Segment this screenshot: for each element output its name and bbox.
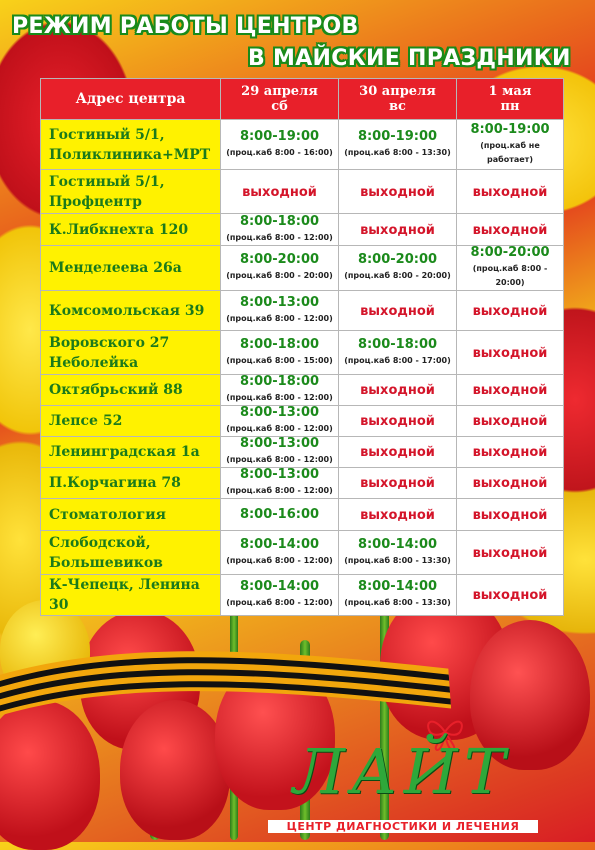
address-cell: Лепсе 52 bbox=[41, 406, 221, 437]
table-row bbox=[41, 375, 564, 406]
page-title-line2: В МАЙСКИЕ ПРАЗДНИКИ bbox=[248, 46, 571, 71]
table-row bbox=[41, 437, 564, 468]
header-day3: 1 мая пн bbox=[457, 79, 564, 120]
day1-cell: 8:00-13:00 (проц.каб 8:00 - 12:00) bbox=[221, 437, 339, 468]
day3-cell: выходной bbox=[457, 214, 564, 246]
day2-cell: выходной bbox=[339, 214, 457, 246]
address-cell: Менделеева 26а bbox=[41, 246, 221, 291]
address-cell: К.Либкнехта 120 bbox=[41, 214, 221, 246]
table-row bbox=[41, 531, 564, 575]
day1-cell: выходной bbox=[221, 170, 339, 214]
table-row bbox=[41, 499, 564, 531]
page-title-line1: РЕЖИМ РАБОТЫ ЦЕНТРОВ bbox=[12, 14, 359, 39]
table-row bbox=[41, 291, 564, 331]
table-row bbox=[41, 331, 564, 375]
logo-tagline: ЦЕНТР ДИАГНОСТИКИ И ЛЕЧЕНИЯ bbox=[268, 820, 538, 833]
day2-cell: 8:00-20:00 (проц.каб 8:00 - 20:00) bbox=[339, 246, 457, 291]
address-cell: Гостиный 5/1, Профцентр bbox=[41, 170, 221, 214]
header-address: Адрес центра bbox=[41, 79, 221, 120]
day3-cell: 8:00-20:00 (проц.каб 8:00 - 20:00) bbox=[457, 246, 564, 291]
day2-cell: 8:00-14:00 (проц.каб 8:00 - 13:30) bbox=[339, 531, 457, 575]
header-day2: 30 апреля вс bbox=[339, 79, 457, 120]
day1-cell: 8:00-14:00 (проц.каб 8:00 - 12:00) bbox=[221, 531, 339, 575]
day3-cell: выходной bbox=[457, 531, 564, 575]
day2-cell: выходной bbox=[339, 437, 457, 468]
day2-cell: 8:00-14:00 (проц.каб 8:00 - 13:30) bbox=[339, 575, 457, 616]
address-cell: Ленинградская 1а bbox=[41, 437, 221, 468]
table-row bbox=[41, 406, 564, 437]
table-row bbox=[41, 214, 564, 246]
address-cell: Стоматология bbox=[41, 499, 221, 531]
day1-cell: 8:00-13:00 (проц.каб 8:00 - 12:00) bbox=[221, 468, 339, 499]
address-cell: Воровского 27 Неболейка bbox=[41, 331, 221, 375]
address-cell: К-Чепецк, Ленина 30 bbox=[41, 575, 221, 616]
day3-cell: выходной bbox=[457, 406, 564, 437]
day3-cell: выходной bbox=[457, 331, 564, 375]
day3-cell: выходной bbox=[457, 291, 564, 331]
day3-cell: выходной bbox=[457, 468, 564, 499]
address-cell: Гостиный 5/1, Поликлиника+МРТ bbox=[41, 120, 221, 170]
day1-cell: 8:00-18:00 (проц.каб 8:00 - 12:00) bbox=[221, 214, 339, 246]
table-row bbox=[41, 246, 564, 291]
day2-cell: 8:00-18:00 (проц.каб 8:00 - 17:00) bbox=[339, 331, 457, 375]
logo-name: ЛАЙТ bbox=[292, 735, 512, 808]
table-row bbox=[41, 575, 564, 616]
table-row bbox=[41, 120, 564, 170]
day2-cell: выходной bbox=[339, 406, 457, 437]
day3-cell: выходной bbox=[457, 437, 564, 468]
day2-cell: выходной bbox=[339, 499, 457, 531]
table-row bbox=[41, 468, 564, 499]
day2-cell: выходной bbox=[339, 170, 457, 214]
address-cell: Комсомольская 39 bbox=[41, 291, 221, 331]
day1-cell: 8:00-18:00 (проц.каб 8:00 - 15:00) bbox=[221, 331, 339, 375]
day1-cell: 8:00-19:00 (проц.каб 8:00 - 16:00) bbox=[221, 120, 339, 170]
day3-cell: выходной bbox=[457, 170, 564, 214]
address-cell: Слободской, Большевиков bbox=[41, 531, 221, 575]
day3-cell: выходной bbox=[457, 375, 564, 406]
header-day1: 29 апреля сб bbox=[221, 79, 339, 120]
day1-cell: 8:00-13:00 (проц.каб 8:00 - 12:00) bbox=[221, 291, 339, 331]
day3-cell: выходной bbox=[457, 575, 564, 616]
day1-cell: 8:00-13:00 (проц.каб 8:00 - 12:00) bbox=[221, 406, 339, 437]
day1-cell: 8:00-14:00 (проц.каб 8:00 - 12:00) bbox=[221, 575, 339, 616]
table-header-row bbox=[41, 79, 564, 120]
day3-cell: 8:00-19:00 (проц.каб не работает) bbox=[457, 120, 564, 170]
schedule-table bbox=[40, 78, 564, 616]
day1-cell: 8:00-20:00 (проц.каб 8:00 - 20:00) bbox=[221, 246, 339, 291]
address-cell: Октябрьский 88 bbox=[41, 375, 221, 406]
day1-cell: 8:00-16:00 bbox=[221, 499, 339, 531]
day2-cell: 8:00-19:00 (проц.каб 8:00 - 13:30) bbox=[339, 120, 457, 170]
day2-cell: выходной bbox=[339, 375, 457, 406]
table-row bbox=[41, 170, 564, 214]
day1-cell: 8:00-18:00 (проц.каб 8:00 - 12:00) bbox=[221, 375, 339, 406]
day3-cell: выходной bbox=[457, 499, 564, 531]
day2-cell: выходной bbox=[339, 291, 457, 331]
address-cell: П.Корчагина 78 bbox=[41, 468, 221, 499]
day2-cell: выходной bbox=[339, 468, 457, 499]
